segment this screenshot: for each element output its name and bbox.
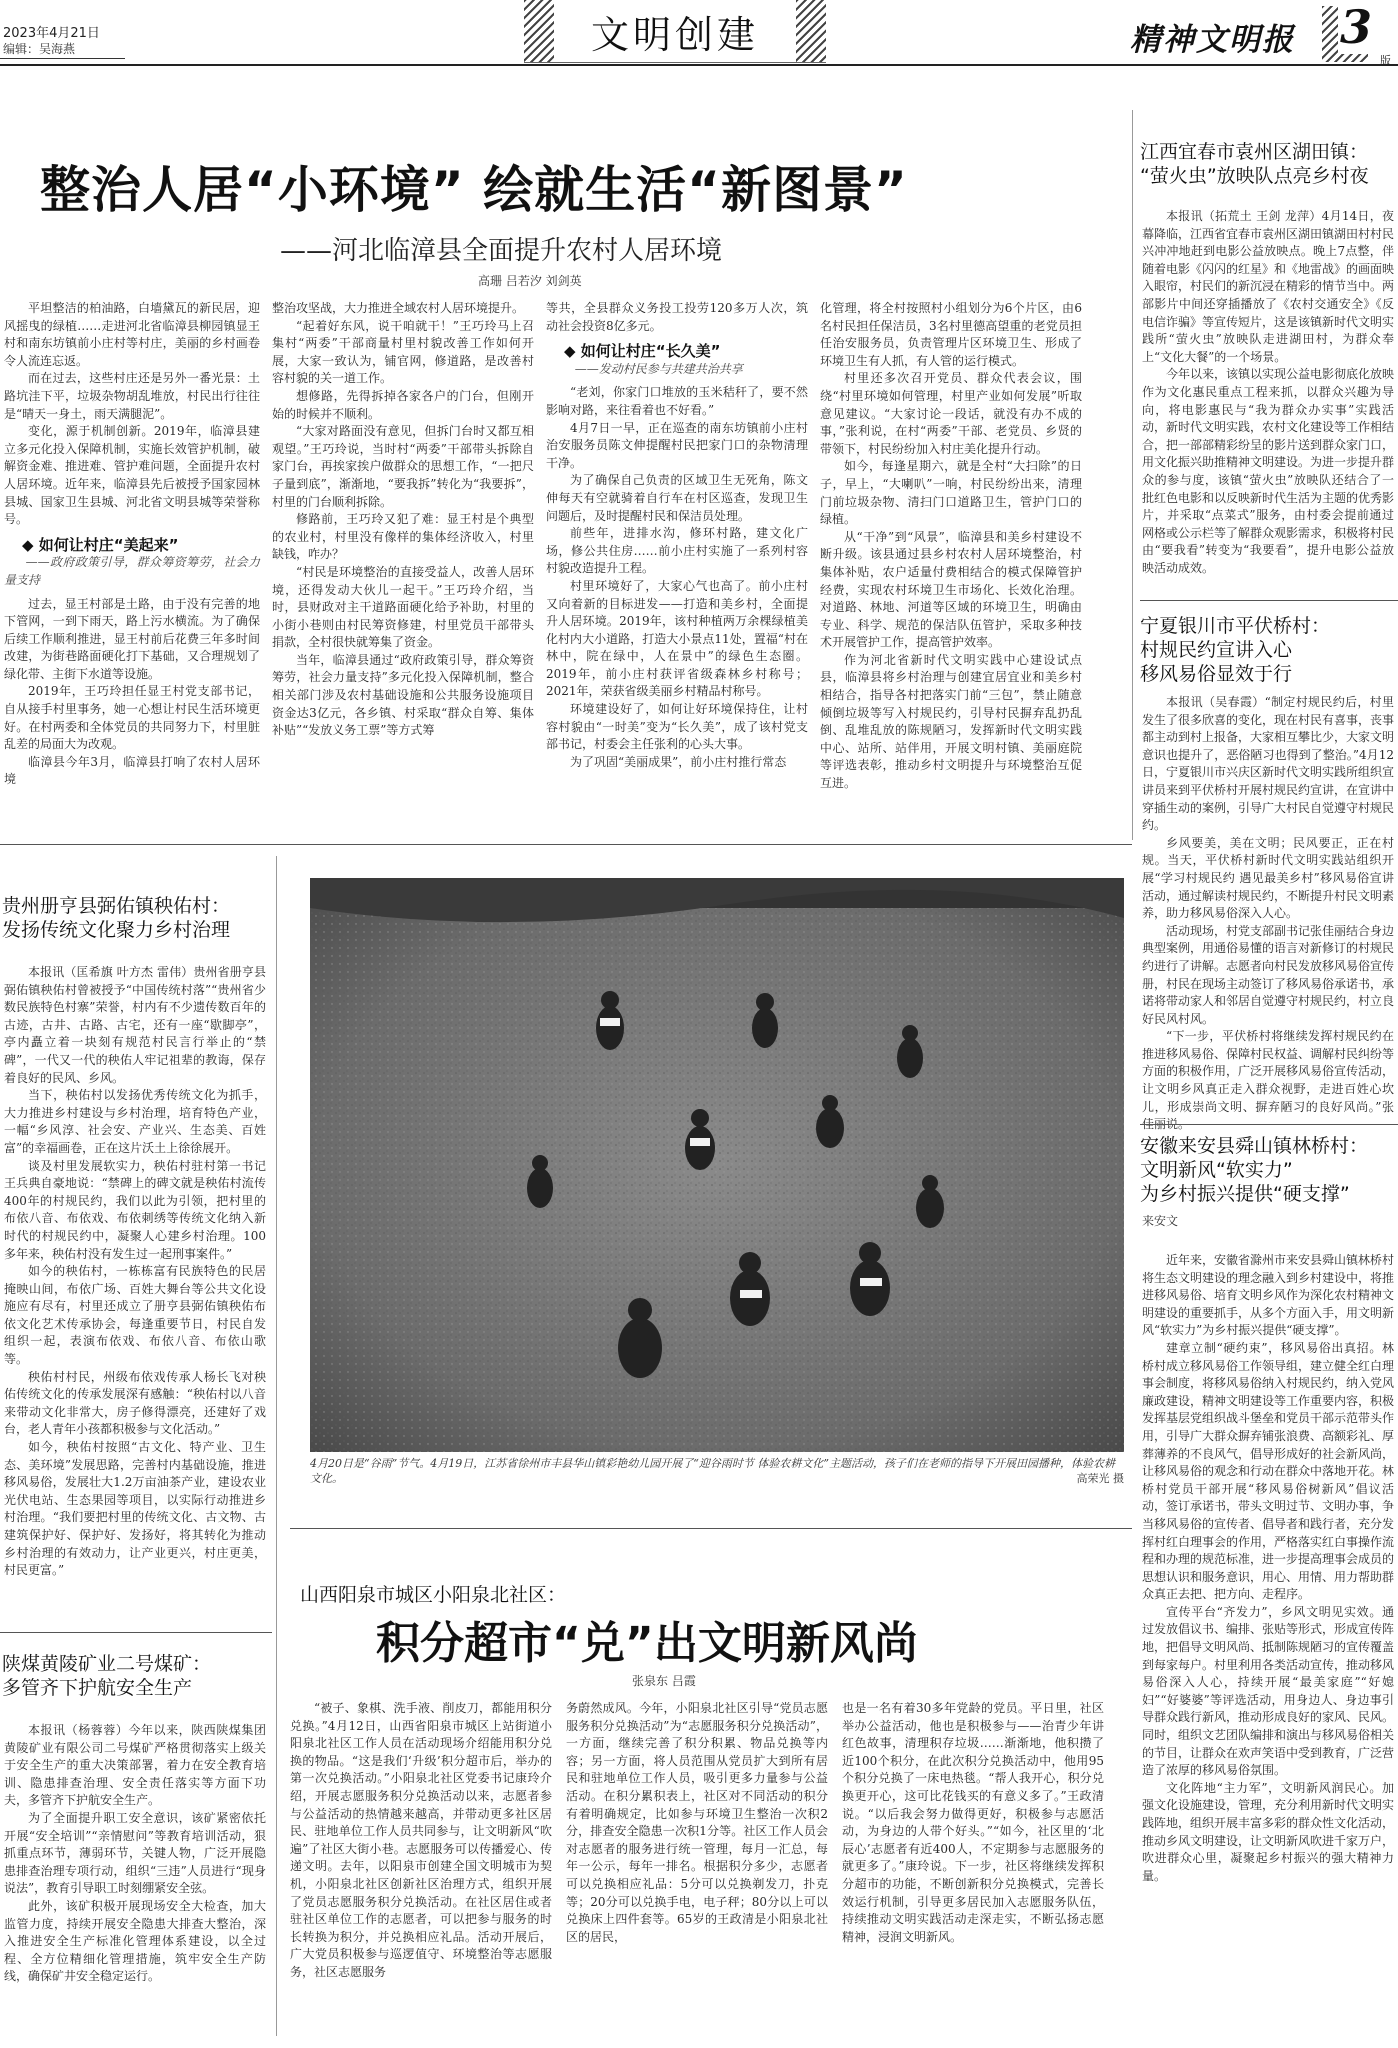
newspaper-masthead: 精神文明报 [1130,22,1295,58]
left-b-title-line2: 多管齐下护航安全生产 [2,1677,193,1699]
paragraph: 为了确保自己负责的区域卫生无死角，陈文伸每天有空就骑着自行车在村区巡查，发现卫生问题后，及时提醒村民和保洁员处理。 [546,473,808,523]
paragraph: 文化阵地“主力军”，文明新风润民心。加强文化设施建设，管理，充分利用新时代文明实践阵地，组织开展丰富多彩的群众性文化活动，推动乡风文明建设，让文明新风吹进千家万户，吹进群众心里，凝聚起乡村振兴的强大精神力量。 [1142,1780,1395,1883]
paragraph: “起着好东风，说干咱就干！”王巧玲马上召集村“两委”干部商量村里村貌改善工作如何开展，大家一致认为，铺官网，修道路，是改善村容村貌的关一道工作。 [272,318,534,386]
banner-hatch-right [796,0,826,62]
paragraph: 平坦整洁的柏油路，白墙黛瓦的新民居，迎风摇曳的绿植……走进河北省临漳县柳园镇显王村和南东坊镇前小庄村等村庄，美丽的乡村画卷令人流连忘返。 [4,301,260,368]
section-banner [524,0,826,63]
paragraph: 当年，临漳县通过“政府政策引导，群众筹资筹劳，社会力量支持”多元化投入保障机制，整合相关部门涉及农村基础设施和公共服务设施项目资金达3亿元，各乡镇、村采取“群众自筹、集体补贴”“发放义务工票”等方式筹 [272,652,534,738]
paragraph: 如今的秧佑村，一栋栋富有民族特色的民居掩映山间，布依广场、百姓大舞台等公共文化设施应有尽有，村里还成立了册亨县弼佑镇秧佑布依文化艺术传承协会，每逢重要节日，村民自发组织一起，表演布依戏、布依八音、布依山歌等。 [4,1264,266,1367]
paragraph: 为了巩固“美丽成果”，前小庄村推行常态 [570,754,787,769]
left-rule [0,1632,272,1633]
side2-body [1142,694,1395,1132]
paragraph: 谈及村里发展软实力，秧佑村驻村第一书记王兵典自豪地说：“禁碑上的碑文就是秧佑村流传400年的村规民约，我们以此为引领，把村里的布依八音、布依戏、布依刺绣等传统文化纳入新时代的村规民约中，凝聚人心建乡村治理。100多年来，秧佑村没有发生过一起刑事案件。” [4,1158,266,1261]
side2-title-line1: 宁夏银川市平伏桥村： [1140,615,1331,637]
lead-column-2 [272,300,534,830]
left-a-title-line1: 贵州册亨县弼佑镇秧佑村： [2,895,231,917]
paragraph: 村里还多次召开党员、群众代表会议，围绕“村里环境如何管理，村里产业如何发展”听取意见建议。“大家讨论一段话，就没有办不成的事，”张利说，在村“两委”干部、老党员、乡贤的带领下，村民纷纷加入村庄美化提升行动。 [820,371,1082,456]
side1-title-line2: “萤火虫”放映队点亮乡村夜 [1140,165,1369,187]
issue-date: 2023年4月21日 [3,26,100,41]
paragraph: 也是一名有着30多年党龄的党员。平日里，社区举办公益活动，他也是积极参与——治青少年讲红色故事，清理积存垃圾……渐渐地，他积攒了近100个积分，在此次积分兑换活动中，他用95个积分兑换了一床电热毯。“帮人我开心，积分兑换更开心，这可比花钱买的有意义多了。”王政清说。“以后我会努力做得更好，积极参与志愿活动，为身边的人带个好头。”“如今，社区里的‘北辰心’志愿者有近400人，不定期参与志愿服务的就更多了。”康玲说。下一步，社区将继续发挥积分超市的功能，不断创新积分兑换模式，完善长效运行机制，引导更多居民加入志愿服务队伍，持续推动文明实践活动走深走实，不断弘扬志愿精神，浸润文明新风。 [842,1701,1104,1944]
side3-title-line3: 为乡村振兴提供“硬支撑” [1140,1183,1350,1205]
paragraph: 本报讯（拓荒土 王剑 龙萍）4月14日，夜幕降临，江西省宜春市袁州区湖田镇湖田村村民兴冲冲地赶到电影公益放映点。晚上7点整，伴随着电影《闪闪的红星》和《地雷战》的画面映入眼帘，村民们的新沉浸在精彩的情节当中。两部影片中间还穿插播放了《农村交通安全》《反电信诈骗》等宣传短片，这是该镇新时代文明实践所“萤火虫”放映队走进湖田村，为群众奉上“文化大餐”的一个场景。 [1142,209,1395,364]
lead-bottom-rule [0,844,1132,845]
paragraph: “村民是环境整治的直接受益人，改善人居环境，还得发动大伙儿一起干。”王巧玲介绍，当时，县财政对主干道路面硬化给予补助，村里的小街小巷则由村民筹资修建，村里党员干部带头捐款，全村很快就筹集了资金。 [272,564,534,650]
left-b-title-line1: 陕煤黄陵矿业二号煤矿： [2,1653,212,1675]
left-a-body [4,964,266,1578]
paragraph: 2019年，王巧玲担任显王村党支部书记，自从接手村里事务，她一心想让村民生活环境更好。在村两委和全体党员的共同努力下，村里脏乱差的局面大为改观。 [4,684,260,752]
paragraph: “大家对路面没有意见，但拆门台时又都互相观望。”王巧玲说，当时村“两委”干部带头拆除自家门台，再挨家挨户做群众的思想工作，“一把尺子量到底”，渐渐地，“要我拆”转化为“我要拆”，村里的门台顺利拆除。 [272,424,534,509]
side1-title [1140,140,1396,188]
lead-subhead-note-2: ——发动村民参与共建共治共享 [574,361,743,376]
paragraph: 前些年，进排水沟，修环村路，建文化广场，修公共住房……前小庄村实施了一系列村容村貌改造提升工程。 [546,526,808,576]
column-divider-left [276,856,277,2036]
paragraph: 活动现场，村党支部副书记张佳丽结合身边典型案例，用通俗易懂的语言对新修订的村规民约进行了讲解。志愿者向村民发放移风易俗宣传册，村民在现场主动签订了移风易俗承诺书，承诺将带动家人和邻居自觉遵守村规民约，村立良好民风村风。 [1142,923,1395,1026]
lead-column-4 [820,300,1082,830]
photo-credit: 高荣光 摄 [1076,1472,1124,1485]
photo-caption [310,1456,1124,1502]
paragraph: 乡风要美，美在文明；民风要正，正在村规。当天，平伏桥村新时代文明实践站组织开展“学习村规民约 遇见最美乡村”移风易俗宣讲活动，通过解读村规民约，不断提升村民文明素养，助力移风易俗深入人心。 [1142,835,1395,921]
paragraph: 过去，显王村部是土路，由于没有完善的地下管网，一到下雨天，路上污水横流。为了确保后续工作顺利推进，显王村前后花费三年多时间改建，为街巷路面硬化打下基础，又合理规划了绿化带、主街下水道等设施。 [4,596,260,681]
bottom-headline: 积分超市“兑”出文明新风尚 [376,1618,918,1669]
lead-subhead-note-1: ——政府政策引导，群众筹资筹劳，社会力量支持 [4,555,260,587]
paragraph: 作为河北省新时代文明实践中心建设试点县，临漳县将乡村治理与创建宜居宜业和美乡村相结合，指导各村把落实门前“三包”，禁止随意倾倒垃圾等写入村规民约，引导村民摒弃乱扔乱倒、乱堆乱放的陈规陋习，发挥新时代文明实践中心、站所、站伴用，开展文明村镇、美丽庭院等评选表彰，推动乡村文明提升与环境整治互促互进。 [820,652,1082,791]
paragraph: 4月7日一早，正在巡查的南东坊镇前小庄村治安服务员陈文伸提醒村民把家门口的杂物清理干净。 [546,420,808,470]
paragraph: 建章立制“硬约束”，移风易俗出真招。林桥村成立移风易俗工作领导组，建立健全红白理事会制度，将移风易俗纳入村规民约，纳入党风廉政建设，精神文明建设等工作重要内容，积极发挥基层党组织战斗堡垒和党员干部示范带头作用，引导广大群众摒弃铺张浪费、高额彩礼、厚葬薄养的不良风气，倡导形成好的社会新风尚，让移风易俗的观念和行动在群众中落地开花。林桥村党员干部开展“移风易俗树新风”倡议活动，签订承诺书，带头文明过节、文明办事，争当移风易俗的宣传者、倡导者和践行者，充分发挥村红白理事会的作用，严格落实红白事操作流程和办理的规范标准，进一步提高理事会成员的思想认识和服务意识，用心、用情、用力帮助群众真正去把、把方向、走程序。 [1142,1340,1395,1602]
paragraph: 等共，全县群众义务投工投劳120多万人次，筑动社会投资8亿多元。 [546,301,808,333]
news-photo [310,878,1124,1452]
left-b-title [2,1652,272,1700]
photo-caption-text: 4月20日是“谷雨”节气。4月19日，江苏省徐州市丰县华山镇彩艳幼儿园开展了“迎谷雨时节 体验农耕文化”主题活动，孩子们在老师的指导下开展田园播种，体验农耕文化。 [310,1457,1115,1485]
paragraph: 本报讯（匡希旗 叶方杰 雷伟）贵州省册亨县弼佑镇秧佑村曾被授予“中国传统村落”“贵州省少数民族特色村寨”荣誉，村内有不少遗传数百年的古迹，古井、古路、古宅，还有一座“歇脚亭”，亭内矗立着一块刻有规范村民言行举止的“禁碑”，一代又一代的秧佑人牢记祖辈的教诲，保存着良好的民风、乡风。 [4,965,266,1085]
photo-children-planting [310,878,1124,1452]
page-number: 3 [1340,0,1373,54]
paragraph: 如今，秧佑村按照“古文化、特产业、卫生态、美环境”发展思路，完善村内基础设施，推进移风易俗，发展壮大1.2万亩油茶产业，建设农业光伏电站、生态果园等项目，以实际行动推进乡村治理。“我们要把村里的传统文化、古文物、古建筑保护好、保护好、发扬好，将其转化为推动乡村治理的有效动力，让产业更兴，村庄更美，村民更富。” [4,1440,266,1578]
paragraph: “老刘，你家门口堆放的玉米秸秆了，要不然影响对路，来往看着也不好看。” [546,385,808,417]
photo-bottom-rule [290,1528,1132,1529]
paragraph: 临漳县今年3月，临漳县打响了农村人居环境 [4,754,260,787]
bottom-byline: 张泉东 吕霞 [632,1674,696,1688]
paragraph: 环境建设好了，如何让好环境保持住，让村容村貌由“一时美”变为“长久美”，成了该村党支部书记，村委会主任张利的心头大事。 [546,702,808,752]
bottom-column-3 [842,1700,1104,2038]
lead-subhead-1: ◆ 如何让村庄“美起来” [22,535,179,554]
side3-body [1142,1252,1394,2040]
editor-credit: 编辑：吴海燕 [3,42,76,56]
lead-headline: 整治人居“小环境” 绘就生活“新图景” [40,161,908,219]
paragraph: 化管理，将全村按照村小组划分为6个片区，由6名村民担任保洁员，3名村里德高望重的老党员担任治安服务员，负责管理片区环境卫生、形成了环境卫生有人抓，有人管的运行模式。 [820,301,1082,368]
side1-body [1142,208,1394,584]
paragraph: 村里环境好了，大家心气也高了。前小庄村又向着新的目标进发——打造和美乡村，全面提升人居环境。2019年，该村种植两万余棵绿植美化村内大小道路，打造大小景点11处，置福“村在林中，院在绿中，人在景中”的绿色生态圈。2019年，前小庄村获评省级森林乡村称号；2021年，荣获省级美丽乡村精品村称号。 [546,578,808,699]
lead-column-1 [4,300,260,830]
left-a-title-line2: 发扬传统文化聚力乡村治理 [2,919,231,941]
side2-title-line2: 村规民约宣讲入心 [1140,639,1293,661]
paragraph: 当下，秧佑村以发扬优秀传统文化为抓手，大力推进乡村建设与乡村治理，培育特色产业，一幅“乡风淳、社会安、产业兴、生态美、百姓富”的幸福画卷，正在这片沃土上徐徐展开。 [4,1088,266,1155]
lead-byline: 高珊 吕若汐 刘剑英 [478,274,582,288]
paragraph: 秧佑村村民，州级布依戏传承人杨长飞对秧佑传统文化的传承发展深有感触：“秧佑村以八音来带动文化非常大，房子修得漂亮，还建好了戏台，老人青年小孩都积极参与文化活动。” [4,1369,266,1437]
column-divider-right [1132,110,1133,840]
side1-title-line1: 江西宜春市袁州区湖田镇： [1140,141,1369,163]
paragraph: 而在过去，这些村庄还是另外一番光景：土路坑洼下平，垃圾杂物胡乱堆放，村民出行往往是“晴天一身土，雨天满腿泥”。 [4,371,260,421]
paragraph: 如今，每逢星期六，就是全村“大扫除”的日子，早上，“大喇叭”一响，村民纷纷出来，清理门前垃圾杂物、清扫门口道路卫生，管护门口的绿植。 [820,459,1082,527]
left-b-body [4,1722,266,2040]
side3-title-line1: 安徽来安县舜山镇林桥村： [1140,1135,1369,1157]
paragraph: 此外，该矿积极开展现场安全大检查，加大监管力度，持续开展安全隐患大排查大整治，深入推进安全生产标准化管理体系建设，以全过程、全方位精细化管理措施，筑牢安全生产防线，确保矿井安全稳定运行。 [4,1898,266,1984]
paragraph: 变化，源于机制创新。2019年，临漳县建立多元化投入保障机制，实施长效管护机制，破解资金难、推进难、管护难问题，全面提升农村人居环境。近年来，临漳县先后被授予国家园林县城、国家卫生县城、河北省文明县城等荣誉称号。 [4,424,260,527]
paragraph: 今年以来，该镇以实现公益电影彻底化放映作为文化惠民重点工程来抓，以群众兴趣为导向，将电影惠民与“我为群众办实事”实践活动，新时代文明实践，农村文化建设等工作相结合，把一部部精彩纷呈的影片送到群众家门口，用文化振兴助推精神文明建设。为进一步提升群众的参与度，该镇“萤火虫”放映队还结合了一批红色电影和以反映新时代生活为主题的优秀影片，并采取“点菜式”服务，由村委会提前通过网格或公示栏等了解群众观影需求，积极将村民由“要我看”转变为“我要看”，提升电影公益放映活动成效。 [1142,367,1395,575]
side-rule-2 [1140,1124,1398,1125]
paragraph: 为了全面提升职工安全意识，该矿紧密依托开展“安全培训”“亲情慰问”等教育培训活动，狠抓重点环节，薄弱环节，关键人物，广泛开展隐患排查治理专项行动，组织“三违”人员进行“现身说法”，教育引导职工时刻绷紧安全弦。 [4,1810,266,1896]
paragraph: 务蔚然成风。今年，小阳泉北社区引导“党员志愿服务积分兑换活动”为“志愿服务积分兑换活动”，一方面，继续完善了积分积累、物品兑换等内容；另一方面，将人员范围从党员扩大到所有居民和驻地单位工作人员，吸引更多力量参与公益活动。在积分累积表上，社区对不同活动的积分有着明确规定，比如参与环境卫生整治一次积2分，排查安全隐患一次积1分等。社区工作人员会对志愿者的服务进行统一管理，每月一汇总，每年一公示，每年一排名。根据积分多少，志愿者可以兑换相应礼品：5分可以兑换剃发刀，扑克等；20分可以兑换手电，电子秤；80分以上可以兑换床上四件套等。65岁的王政清是小阳泉北社区的居民， [566,1701,828,1944]
header-rule-left [0,58,125,59]
bottom-column-1 [290,1700,552,2038]
lead-column-3 [546,300,808,830]
paragraph: 本报讯（吴春霞）“制定村规民约后，村里发生了很多欣喜的变化，现在村民有喜事，丧事都主动到村上报备，大家相互攀比少，大家文明意识也提升了，恶俗陋习也得到了整治。”4月12日，宁夏银川市兴庆区新时代文明实践所组织宣讲员来到平伏桥村开展村规民约宣讲，在宣讲中穿插生动的案例，引导广大村民自觉遵守村规民约。 [1142,695,1395,833]
side3-byline: 来安文 [1142,1214,1179,1228]
side2-title-line3: 移风易俗显效于行 [1140,663,1293,685]
header-rule [0,64,1398,66]
paragraph: 整治攻坚战，大力推进全域农村人居环境提升。 [272,301,525,315]
left-a-title [2,894,272,942]
paragraph: “被子、象棋、洗手液、削皮刀，都能用积分兑换。”4月12日，山西省阳泉市城区上站街道小阳泉北社区工作人员在活动现场介绍能用积分兑换的物品。“这是我们‘升级’积分超市后，举办的第一次兑换活动。”小阳泉北社区党委书记康玲介绍，开展志愿服务积分兑换活动以来，志愿者参与公益活动的热情越来越高，并带动更多社区居民、驻地单位工作人员共同参与，让文明新风“吹遍”了社区大街小巷。志愿服务可以传播爱心、传递文明。去年，以阳泉市创建全国文明城市为契机，小阳泉北社区创新社区治理方式，组织开展了党员志愿服务积分兑换活动。在社区居住或者驻社区单位工作的志愿者，可以把参与服务的时长转换为积分，并兑换相应礼品。活动开展后，广大党员积极参与巡逻值守、环境整治等志愿服务，社区志愿服务 [290,1701,552,1979]
lead-subhead-2: ◆ 如何让村庄“长久美” [564,342,721,361]
page-suffix: 版 [1380,54,1391,67]
paragraph: 修路前，王巧玲又犯了难：显王村是个典型的农业村，村里没有像样的集体经济收入，村里缺钱，咋办？ [272,512,534,562]
lead-subtitle: ——河北临漳县全面提升农村人居环境 [280,236,723,266]
banner-hatch-left [524,0,554,62]
side2-title [1140,614,1396,686]
paragraph: “下一步，平伏桥村将继续发挥村规民约在推进移风易俗、保障村民权益、调解村民纠纷等方面的积极作用，广泛开展移风易俗宣传活动，让文明乡风真正走入群众视野，走进百姓心坎儿，形成崇尚文明、摒弃陋习的良好风尚。”张佳丽说。 [1142,1029,1395,1132]
paragraph: 宣传平台“齐发力”，乡风文明见实效。通过发放倡议书、编排、张贴等形式，形成宣传阵地，把倡导文明风尚、抵制陈规陋习的宣传覆盖到每家每户。村里利用各类活动宣传，推动移风易俗深入人心，持续开展“最美家庭”“好媳妇”“好婆婆”等评选活动，用身边人、身边事引导群众践行新风，推动形成良好的家风、民风。同时，组织文艺团队编排和演出与移风易俗相关的节目，让群众在欢声笑语中受到教育，广泛营造了浓厚的移风易俗氛围。 [1142,1604,1395,1778]
side3-title [1140,1134,1396,1206]
paragraph: 近年来，安徽省滁州市来安县舜山镇林桥村将生态文明建设的理念融入到乡村建设中，将推进移风易俗、培育文明乡风作为深化农村精神文明建设的重要抓手，从多个方面入手，用文明新风“软实力”为乡村振兴提供“硬支撑”。 [1142,1253,1395,1338]
paragraph: 想修路，先得拆掉各家各户的门台，但刚开始的时候并不顺利。 [272,388,534,421]
side3-title-line2: 文明新风“软实力” [1140,1159,1293,1181]
section-title: 文明创建 [590,13,759,57]
bottom-column-2 [566,1700,828,2038]
paragraph: 从“干净”到“风景”，临漳县和美乡村建设不断升级。该县通过县乡村农村人居环境整治，村集体补贴，农户适量付费相结合的模式保障管护经费，实现农村环境卫生市场化、长效化治理。对道路、林地、河道等区域的环境卫生，明确由专业、科学、规范的保洁队伍管护，采取多种技术开展管护工作，提高管护效率。 [820,529,1082,650]
paragraph: 本报讯（杨蓉蓉）今年以来，陕西陕煤集团黄陵矿业有限公司二号煤矿严格贯彻落实上级关于安全生产的重大决策部署，着力在安全教育培训、隐患排查治理、安全责任落实等方面下功夫，多管齐下护航安全生产。 [4,1723,266,1808]
side-rule-1 [1140,600,1398,601]
bottom-kicker: 山西阳泉市城区小阳泉北社区： [300,1584,567,1606]
